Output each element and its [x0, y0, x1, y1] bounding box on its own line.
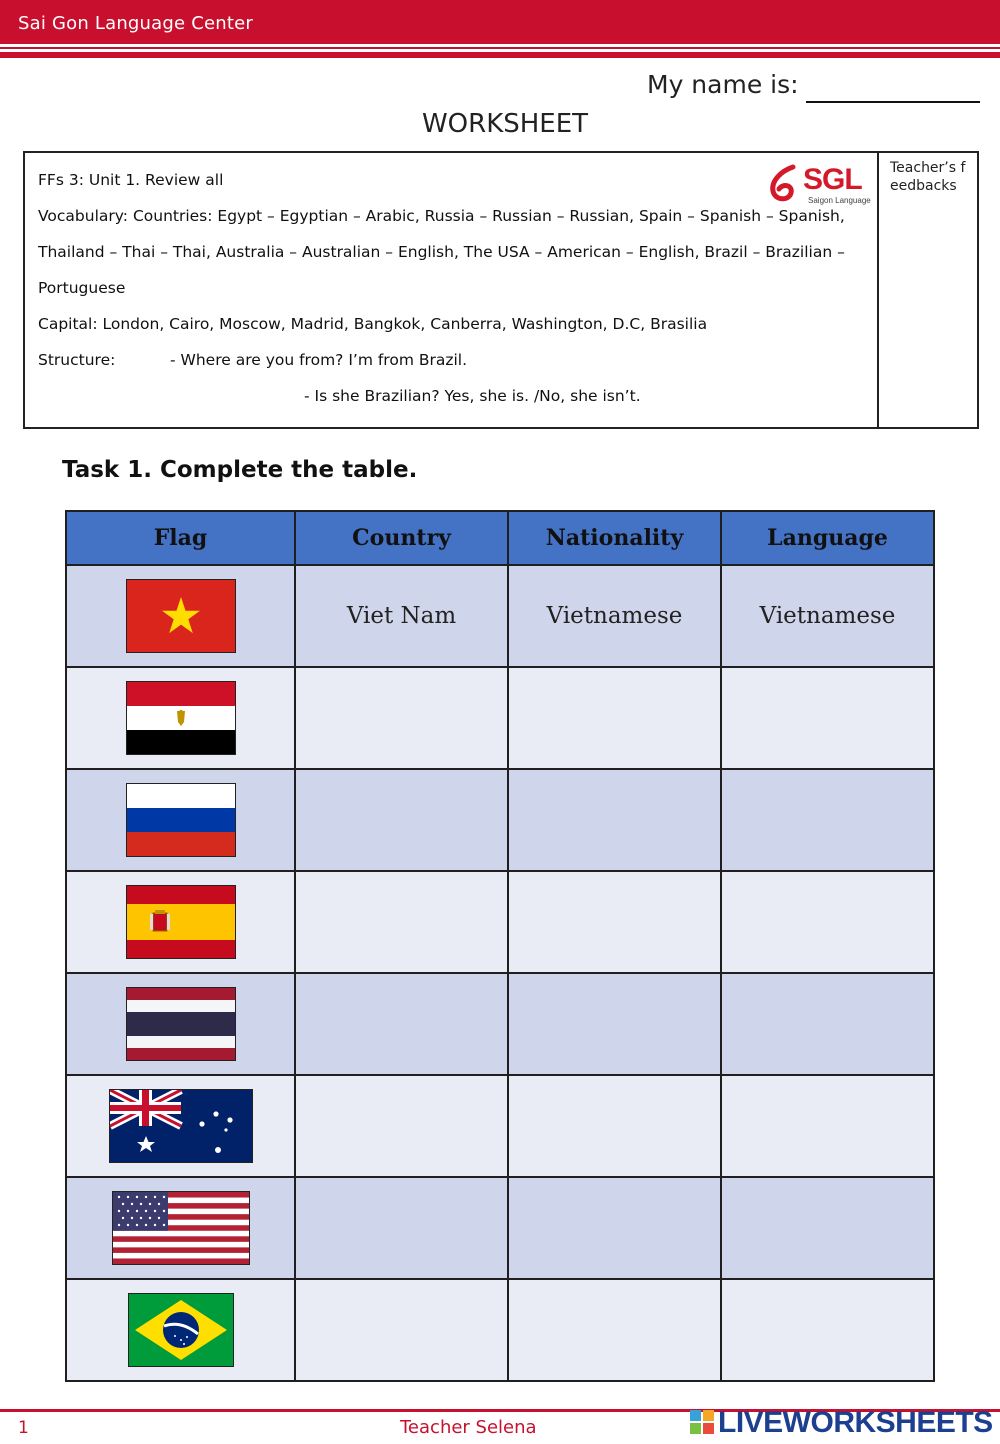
country-cell[interactable] [295, 1177, 508, 1279]
nationality-cell[interactable] [508, 973, 721, 1075]
flag-cell [66, 1075, 295, 1177]
country-cell[interactable] [295, 769, 508, 871]
nationality-cell[interactable] [508, 1279, 721, 1381]
flag-cell [66, 667, 295, 769]
teacher-feedback-label: Teacher’s feedbacks [890, 160, 966, 194]
vocab-line-3: Portuguese [38, 279, 126, 297]
sgl-logo [763, 163, 873, 209]
country-cell[interactable] [295, 871, 508, 973]
language-cell[interactable] [721, 973, 934, 1075]
egypt-flag-icon [126, 681, 236, 755]
page-number: 1 [18, 1418, 29, 1438]
flag-cell [66, 769, 295, 871]
table-row [66, 1075, 934, 1177]
language-cell[interactable] [721, 667, 934, 769]
name-blank-line[interactable] [806, 101, 980, 103]
flag-cell [66, 1177, 295, 1279]
header-flag: Flag [66, 511, 295, 565]
header-rule-thick [0, 52, 1000, 58]
structure-question-1: - Where are you from? I’m from Brazil. [170, 351, 468, 369]
table-header-row [66, 511, 934, 565]
nationality-cell[interactable] [508, 667, 721, 769]
nationality-cell[interactable]: Vietnamese [508, 565, 721, 667]
table-row [66, 1279, 934, 1381]
table-row [66, 973, 934, 1075]
info-box [23, 151, 979, 429]
flag-cell [66, 871, 295, 973]
language-cell[interactable]: Vietnamese [721, 565, 934, 667]
nationality-cell[interactable] [508, 871, 721, 973]
header-nationality: Nationality [508, 511, 721, 565]
country-cell[interactable] [295, 973, 508, 1075]
table-row [66, 871, 934, 973]
flag-cell [66, 1279, 295, 1381]
center-name: Sai Gon Language Center [18, 13, 254, 34]
header-country: Country [295, 511, 508, 565]
header-language: Language [721, 511, 934, 565]
brazil-flag-icon [128, 1293, 234, 1367]
feedback-divider [877, 153, 879, 427]
usa-flag-icon [112, 1191, 250, 1265]
countries-table [65, 510, 935, 1382]
header-rule [0, 47, 1000, 49]
language-cell[interactable] [721, 1279, 934, 1381]
vietnam-flag-icon [126, 579, 236, 653]
logo-text: SGL [803, 163, 862, 196]
logo-subtitle: Saigon Language [808, 196, 871, 205]
unit-title: FFs 3: Unit 1. Review all [38, 171, 224, 189]
language-cell[interactable] [721, 871, 934, 973]
language-cell[interactable] [721, 769, 934, 871]
spain-flag-icon [126, 885, 236, 959]
vocab-line-1: Vocabulary: Countries: Egypt – Egyptian – Arabic, Russia – Russian – Russian, Spain – Spanish – Spanish, [38, 207, 845, 225]
russia-flag-icon [126, 783, 236, 857]
worksheet-title: WORKSHEET [421, 109, 589, 139]
country-cell[interactable] [295, 1279, 508, 1381]
teacher-name: Teacher Selena [400, 1417, 537, 1438]
capital-line: Capital: London, Cairo, Moscow, Madrid, Bangkok, Canberra, Washington, D.C, Brasilia [38, 315, 708, 333]
australia-flag-icon [109, 1089, 253, 1163]
brand-text: LIVEWORKSHEETS [718, 1406, 993, 1439]
table-row [66, 1177, 934, 1279]
nationality-cell[interactable] [508, 1177, 721, 1279]
country-cell[interactable]: Viet Nam [295, 565, 508, 667]
liveworksheets-blocks-icon [690, 1408, 716, 1438]
country-cell[interactable] [295, 667, 508, 769]
structure-question-2: - Is she Brazilian? Yes, she is. /No, she isn’t. [304, 387, 641, 405]
flag-cell [66, 973, 295, 1075]
sgl-swoosh-icon [763, 163, 803, 209]
flag-cell [66, 565, 295, 667]
table-row [66, 565, 934, 667]
nationality-cell[interactable] [508, 769, 721, 871]
table-row [66, 769, 934, 871]
nationality-cell[interactable] [508, 1075, 721, 1177]
language-cell[interactable] [721, 1177, 934, 1279]
structure-label: Structure: [38, 351, 116, 369]
name-prompt: My name is: [647, 70, 799, 99]
language-cell[interactable] [721, 1075, 934, 1177]
vocab-line-2: Thailand – Thai – Thai, Australia – Australian – English, The USA – American – English, Brazil – Brazilian – [38, 243, 845, 261]
country-cell[interactable] [295, 1075, 508, 1177]
task-title: Task 1. Complete the table. [62, 457, 418, 483]
table-row [66, 667, 934, 769]
thailand-flag-icon [126, 987, 236, 1061]
